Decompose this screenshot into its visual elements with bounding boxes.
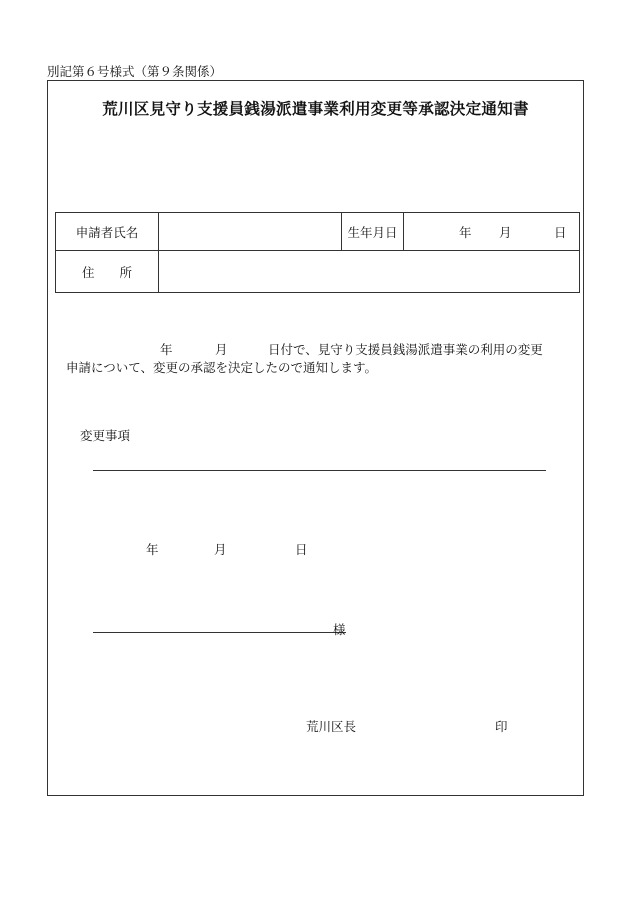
- recipient-honorific: 様: [333, 622, 346, 637]
- notice-year-unit: 年: [146, 542, 159, 557]
- notice-day-unit: 日: [295, 542, 308, 557]
- change-items-line[interactable]: [93, 470, 546, 471]
- notice-body-line-2: 申請について、変更の承認を決定したので通知します。: [66, 360, 378, 375]
- applicant-info-table: [55, 212, 580, 293]
- address-field[interactable]: [159, 251, 580, 293]
- birth-date-label: 生年月日: [342, 213, 404, 251]
- applicant-name-field[interactable]: [159, 213, 342, 251]
- change-items-label: 変更事項: [80, 428, 131, 443]
- birth-year-unit: 年: [459, 224, 472, 240]
- application-year-unit: 年: [160, 342, 173, 357]
- notice-body: [66, 341, 566, 377]
- applicant-row: [56, 213, 580, 251]
- application-date-text: 日付で、見守り支援員銭湯派遣事業の利用の変更: [268, 342, 543, 357]
- application-month-unit: 月: [215, 342, 228, 357]
- notice-body-line-1: [66, 341, 566, 359]
- birth-date-field[interactable]: [404, 213, 580, 251]
- form-number-label: 別記第６号様式（第９条関係）: [47, 64, 223, 79]
- birth-day-unit: 日: [554, 224, 567, 240]
- recipient-name-line[interactable]: [93, 632, 346, 633]
- applicant-name-label: 申請者氏名: [56, 213, 159, 251]
- document-title: 荒川区見守り支援員銭湯派遣事業利用変更等承認決定通知書: [102, 100, 529, 118]
- seal-mark: 印: [495, 719, 508, 734]
- address-label: 住 所: [56, 251, 159, 293]
- notice-month-unit: 月: [214, 542, 227, 557]
- address-row: [56, 251, 580, 293]
- issuer-title: 荒川区長: [306, 719, 357, 734]
- birth-month-unit: 月: [499, 224, 512, 240]
